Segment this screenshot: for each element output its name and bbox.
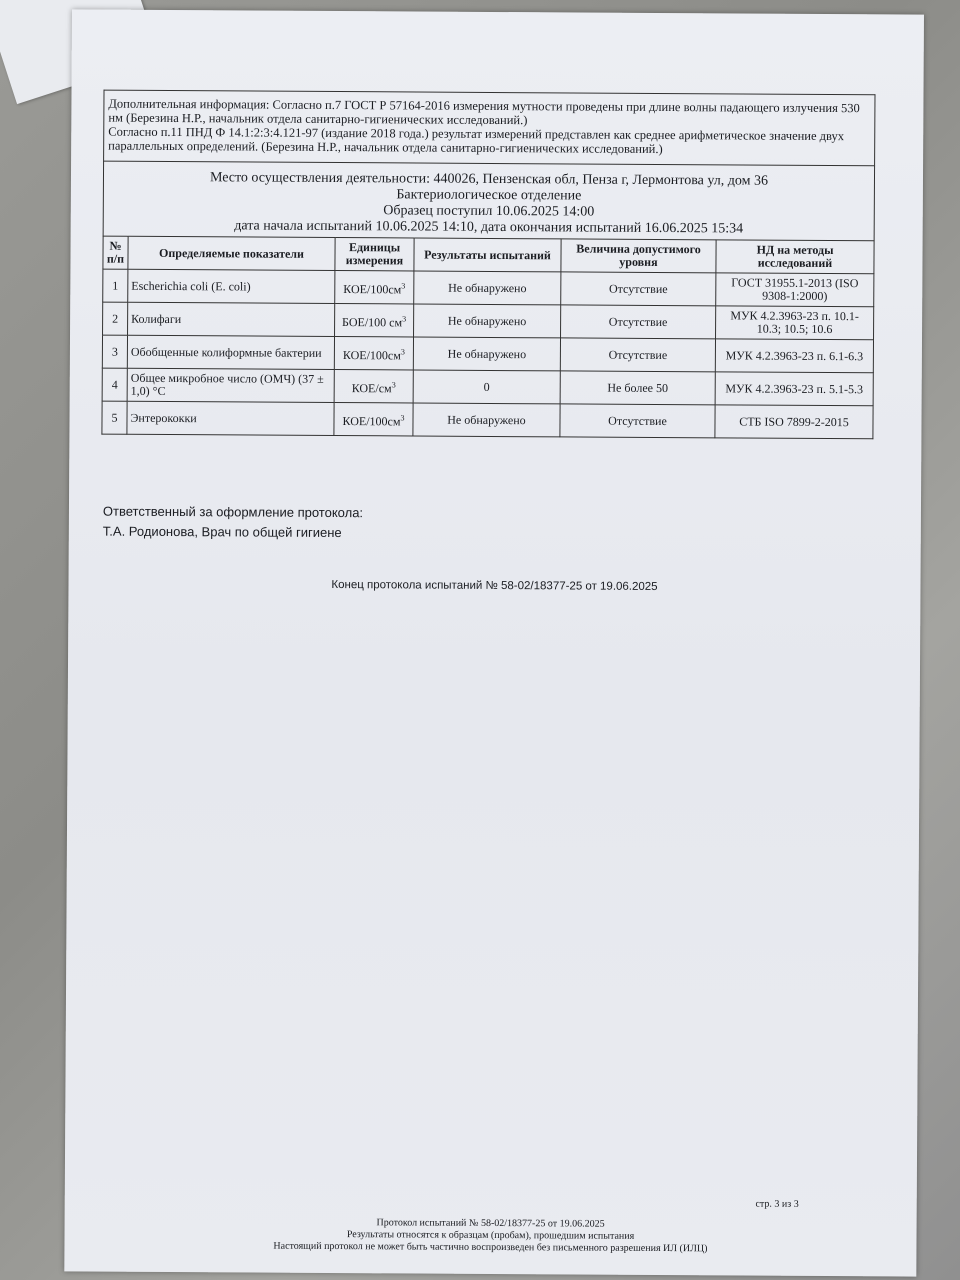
table-row <box>103 302 874 340</box>
table-row <box>102 401 873 439</box>
unit-text: КОЕ/100см <box>343 281 402 296</box>
cell-limit: Не более 50 <box>560 371 715 405</box>
cell-number: 2 <box>103 302 128 335</box>
dates-line: дата начала испытаний 10.06.2025 14:10, дата окончания испытаний 16.06.2025 15:34 <box>234 218 744 237</box>
table-row <box>102 335 873 373</box>
cell-method: ГОСТ 31955.1-2013 (ISO 9308-1:2000) <box>716 273 874 307</box>
received-line: Образец поступил 10.06.2025 14:00 <box>383 203 595 220</box>
additional-info-box <box>103 90 875 166</box>
cell-parameter: Общее микробное число (ОМЧ) (37 ± 1,0) °C <box>127 368 334 402</box>
col-header-parameter: Определяемые показатели <box>128 236 335 270</box>
cell-result: 0 <box>413 370 560 404</box>
end-of-protocol: Конец протокола испытаний № 58-02/18377-25 от 19.06.2025 <box>331 578 658 593</box>
cell-limit: Отсутствие <box>561 272 716 306</box>
cell-method: МУК 4.2.3963-23 п. 5.1-5.3 <box>715 372 873 406</box>
unit-text: КОЕ/100см <box>342 347 401 362</box>
info-line-1: Дополнительная информация: Согласно п.7 ГОСТ Р 57164-2016 измерения мутности проведены при длине волны падающего излучения 530 нм (Березина Н.Р., начальник отдела санитарно-гигиенических исследований.) <box>108 96 860 128</box>
col-header-limit: Величина допустимого уровня <box>561 239 716 273</box>
cell-result: Не обнаружено <box>414 271 561 305</box>
cell-limit: Отсутствие <box>560 338 715 372</box>
cell-result: Не обнаружено <box>414 304 561 338</box>
cell-method: МУК 4.2.3963-23 п. 10.1-10.3; 10.5; 10.6 <box>716 306 874 340</box>
cell-unit <box>334 403 413 436</box>
protocol-content <box>101 90 875 440</box>
col-header-method: НД на методы исследований <box>716 240 874 274</box>
cell-unit <box>335 271 414 304</box>
unit-superscript: 3 <box>401 280 406 290</box>
unit-text: БОЕ/100 см <box>342 314 403 329</box>
test-header-box <box>103 161 875 241</box>
cell-number: 1 <box>103 269 128 302</box>
location-line: Место осуществления деятельности: 440026, Пензенская обл, Пенза г, Лермонтова ул, дом 36 <box>209 170 769 189</box>
col-header-number: № п/п <box>103 236 128 269</box>
cell-limit: Отсутствие <box>561 305 716 339</box>
responsible-person: Т.А. Родионова, Врач по общей гигиене <box>102 523 342 541</box>
col-header-unit: Единицы измерения <box>335 238 414 271</box>
table-header-row <box>103 236 874 274</box>
cell-number: 3 <box>102 335 127 368</box>
cell-unit <box>335 304 414 337</box>
cell-unit <box>334 337 413 370</box>
cell-method: СТБ ISO 7899-2-2015 <box>715 405 873 439</box>
results-table <box>101 236 874 440</box>
page-number: стр. 3 из 3 <box>755 1198 799 1210</box>
cell-parameter: Энтерококки <box>127 401 334 435</box>
unit-superscript: 3 <box>400 412 405 422</box>
cell-limit: Отсутствие <box>560 404 715 438</box>
footer-line-3: Настоящий протокол не может быть частично воспроизведен без письменного разрешения ИЛ (ИЛЦ) <box>273 1240 708 1255</box>
document-page <box>64 9 924 1276</box>
cell-parameter: Обобщенные колиформные бактерии <box>127 335 334 369</box>
cell-number: 4 <box>102 368 127 401</box>
cell-parameter: Escherichia coli (E. coli) <box>128 269 335 303</box>
footer-line-2: Результаты относятся к образцам (пробам), прошедшим испытания <box>346 1229 635 1242</box>
cell-parameter: Колифаги <box>128 302 335 336</box>
unit-text: КОЕ/100см <box>342 413 401 428</box>
responsible-label: Ответственный за оформление протокола: <box>102 503 364 521</box>
responsible-block <box>103 502 363 544</box>
cell-method: МУК 4.2.3963-23 п. 6.1-6.3 <box>715 339 873 373</box>
col-header-result: Результаты испытаний <box>414 238 561 272</box>
cell-number: 5 <box>102 401 127 434</box>
footer-line-1: Протокол испытаний № 58-02/18377-25 от 19.06.2025 <box>376 1217 605 1230</box>
unit-superscript: 3 <box>391 379 396 389</box>
cell-unit <box>334 370 413 403</box>
info-line-2: Согласно п.11 ПНД Ф 14.1:2:3:4.121-97 (издание 2018 года.) результат измерений представлен как среднее арифметическое значение двух параллельных определений. (Березина Н.Р., начальник отдела санитарно-гигиенических исследований.) <box>108 124 845 157</box>
table-row <box>103 269 874 307</box>
table-row <box>102 368 873 406</box>
unit-text: КОЕ/см <box>351 380 392 395</box>
unit-superscript: 3 <box>402 313 407 323</box>
footer <box>64 1215 916 1256</box>
cell-result: Не обнаружено <box>413 403 560 437</box>
department-line: Бактериологическое отделение <box>396 187 582 204</box>
unit-superscript: 3 <box>400 346 405 356</box>
cell-result: Не обнаружено <box>413 337 560 371</box>
